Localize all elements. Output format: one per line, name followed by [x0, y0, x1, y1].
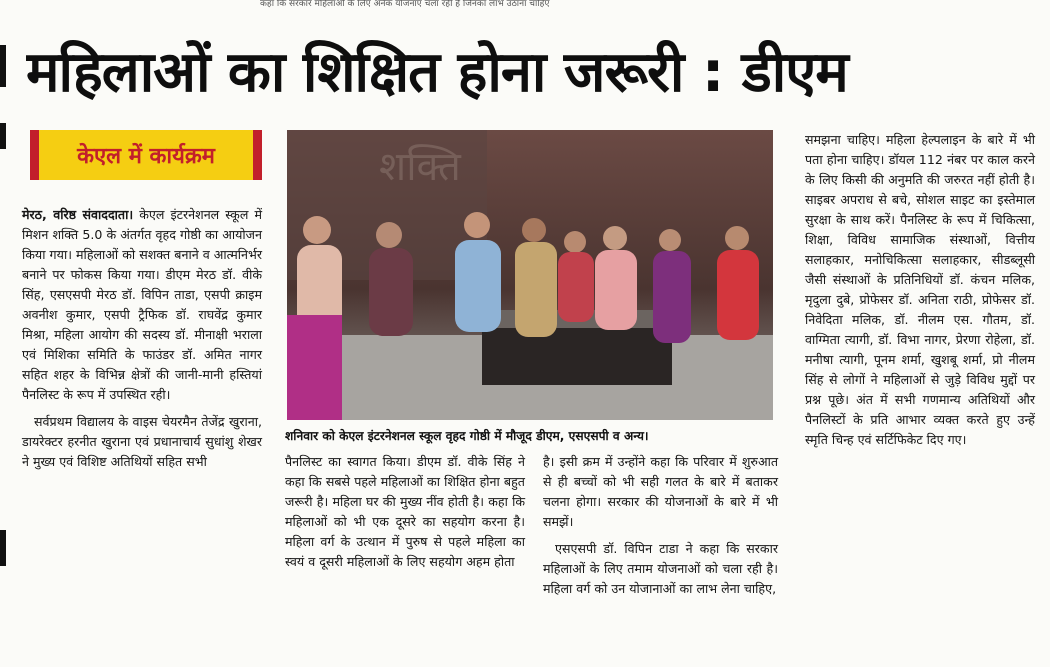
byline: मेरठ, वरिष्ठ संवाददाता।	[22, 207, 134, 222]
cut-off-previous-article-text: कहा कि सरकार महिलाओं के लिए अनेक योजनाएं चला रही है जिनका लाभ उठाना चाहिए	[260, 0, 550, 9]
article-column-4	[805, 130, 1035, 450]
photo-caption: शनिवार को केएल इंटरनेशनल स्कूल वृहद गोष्ठी में मौजूद डीएम, एसएसपी व अन्य।	[285, 429, 649, 443]
article-paragraph: केएल इंटरनेशनल स्कूल में मिशन शक्ति 5.0 के अंतर्गत वृहद गोष्ठी का आयोजन किया गया। महिलाओं को सशक्त बनाने व आत्मनिर्भर बनाने पर फोकस किया गया। डीएम मेरठ डॉ. वीके सिंह, एसएसपी मेरठ डॉ. विपिन ताडा, एसपी क्राइम अवनीश कुमार, एसपी ट्रैफिक डॉ. राघवेंद्र कुमार मिश्रा, महिला आयोग की सदस्य डॉ. मीनाक्षी भराला एवं मिशिका समिति के फाउंडर डॉ. अमित नागर सहित शहर के विभिन्न क्षेत्रों की जानी-मानी हस्तियां पैनलिस्ट के रूप में उपस्थित रही।	[22, 207, 262, 402]
event-photo	[287, 130, 773, 420]
section-tag-label: केएल में कार्यक्रम	[77, 144, 215, 169]
article-paragraph: पैनलिस्ट का स्वागत किया। डीएम डॉ. वीके सिंह ने कहा कि सबसे पहले महिलाओं का शिक्षित होना बहुत जरूरी है। महिला घर की मुख्य नींव होती है। कहा कि महिलाओं को भी एक दूसरे का सहयोग करना है। महिला वर्ग के उत्थान में पुरुष से पहले महिला का स्वयं व दूसरी महिलाओं के लिए सहयोग अहम होता	[285, 454, 525, 569]
column-rule-mark	[0, 45, 6, 87]
column-rule-mark	[0, 530, 6, 566]
column-rule-mark	[0, 123, 6, 149]
article-paragraph: सर्वप्रथम विद्यालय के वाइस चेयरमैन तेजेंद्र खुराना, डायरेक्टर हरनीत खुराना एवं प्रधानाचार्य सुधांशु शेखर ने मुख्य एवं विशिष्ट अतिथियों सहित सभी	[22, 414, 262, 469]
article-column-3	[543, 452, 778, 599]
headline: महिलाओं का शिक्षित होना जरूरी : डीएम	[26, 40, 848, 105]
article-paragraph: है। इसी क्रम में उन्होंने कहा कि परिवार में शुरुआत से ही बच्चों को भी सही गलत के बारे में बताकर चलना होगा। सरकार की योजनाओं के बारे में भी समझें।	[543, 454, 778, 529]
article-column-2	[285, 452, 525, 572]
panel-discussion-photo	[287, 130, 773, 420]
section-tag	[30, 130, 262, 180]
article-paragraph: समझना चाहिए। महिला हेल्पलाइन के बारे में भी पता होना चाहिए। डॉयल 112 नंबर पर काल करने के लिए किसी की अनुमति की जरुरत नहीं होती है। साइबर अपराध से बचे, सोशल साइट का इस्तेमाल सुरक्षा के साथ करें। पैनलिस्ट के रूप में चिकित्सा, शिक्षा, विविध सामाजिक संस्थाओं, वित्तीय सलाहकार, मनोचिकित्सा सलाहकार, सीडब्लूसी जैसी संस्थाओं के प्रतिनिधियों डॉ. कंचन मलिक, मृदुला दुबे, प्रोफेसर डॉ. अनिता राठी, प्रोफेसर डॉ. निवेदिता मलिक, डॉ. नीलम एस. गौतम, डॉ. वाग्मिता त्यागी, डॉ. विभा नागर, प्रेरणा रोहेला, डॉ. मनीषा त्यागी, पूनम शर्मा, खुशबू शर्मा, प्रो नीलम सिंह से लोगों ने महिलाओं से जुड़े विविध मुद्दों पर प्रश्न पूछे। अंत में सभी गणमान्य अतिथियों और पैनलिस्टों के प्रति आभार व्यक्त करते हुए उन्हें स्मृति चिन्ह एवं सर्टिफिकेट दिए गए।	[805, 132, 1035, 447]
backdrop-banner-text: शक्ति	[379, 144, 461, 190]
article-column-1	[22, 205, 262, 472]
article-paragraph: एसएसपी डॉ. विपिन टाडा ने कहा कि सरकार महिलाओं के लिए तमाम योजनाओं को चला रही है। महिला वर्ग को उन योजानाओं का लाभ लेना चाहिए,	[543, 541, 778, 596]
